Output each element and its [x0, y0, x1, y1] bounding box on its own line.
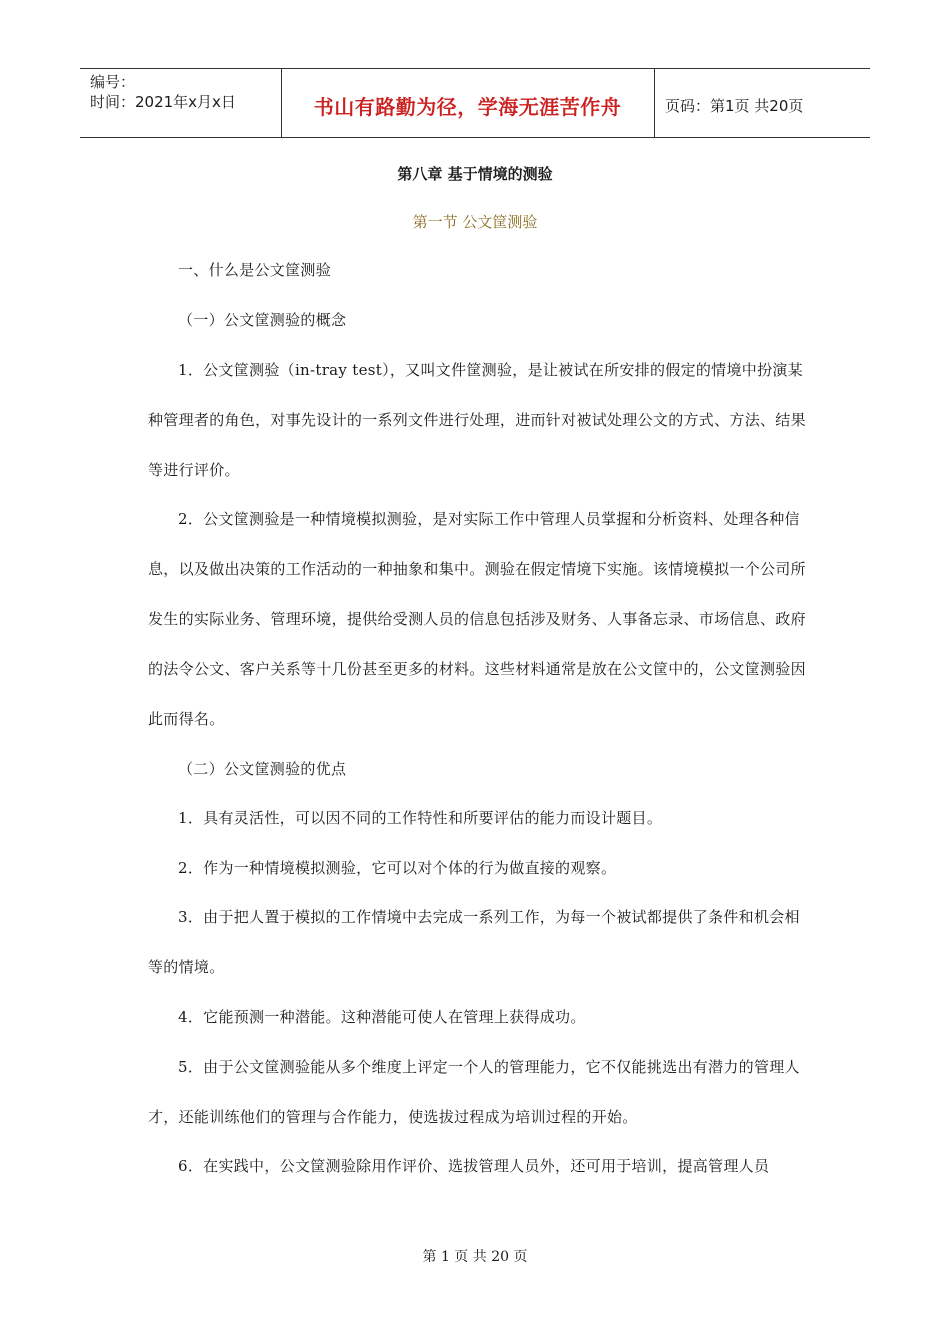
paragraph: 1．具有灵活性，可以因不同的工作特性和所要评估的能力而设计题目。 [178, 809, 663, 827]
paragraph: （二）公文筐测验的优点 [178, 760, 347, 778]
header-meta-cell [80, 69, 282, 137]
paragraph: （一）公文筐测验的概念 [178, 311, 347, 329]
motto-text: 书山有路勤为径，学海无涯苦作舟 [313, 95, 622, 119]
header-motto-cell [281, 69, 655, 137]
paragraph: 5．由于公文筐测验能从多个维度上评定一个人的管理能力，它不仅能挑选出有潜力的管理人才，还能训练他们的管理与合作能力，使选拔过程成为培训过程的开始。 [148, 1058, 800, 1126]
page-footer: 第 1 页 共 20 页 [422, 1249, 528, 1265]
page-info: 页码：第1页 共20页 [665, 97, 804, 115]
number-label: 编号： [90, 73, 136, 91]
paragraph: 1．公文筐测验（in-tray test），又叫文件筐测验，是让被试在所安排的假定的情境中扮演某种管理者的角色，对事先设计的一系列文件进行处理，进而针对被试处理公文的方式、方法、结果等进行评价。 [148, 361, 806, 479]
page-header [80, 68, 870, 138]
paragraph: 4．它能预测一种潜能。这种潜能可使人在管理上获得成功。 [178, 1008, 586, 1026]
header-page-cell [655, 69, 870, 137]
paragraph: 一、什么是公文筐测验 [178, 261, 332, 279]
paragraph: 3．由于把人置于模拟的工作情境中去完成一系列工作，为每一个被试都提供了条件和机会相等的情境。 [148, 908, 800, 976]
paragraph: 2．公文筐测验是一种情境模拟测验，是对实际工作中管理人员掌握和分析资料、处理各种信息，以及做出决策的工作活动的一种抽象和集中。测验在假定情境下实施。该情境模拟一个公司所发生的实际业务、管理环境，提供给受测人员的信息包括涉及财务、人事备忘录、市场信息、政府的法令公文、客户关系等十几份甚至更多的材料。这些材料通常是放在公文筐中的，公文筐测验因此而得名。 [148, 510, 806, 728]
section-title: 第一节 公文筐测验 [412, 213, 538, 231]
chapter-title: 第八章 基于情境的测验 [397, 165, 553, 183]
paragraph: 6．在实践中，公文筐测验除用作评价、选拔管理人员外，还可用于培训，提高管理人员 [178, 1157, 770, 1175]
paragraph: 2．作为一种情境模拟测验，它可以对个体的行为做直接的观察。 [178, 859, 617, 877]
time-label: 时间：2021年x月x日 [90, 93, 236, 111]
